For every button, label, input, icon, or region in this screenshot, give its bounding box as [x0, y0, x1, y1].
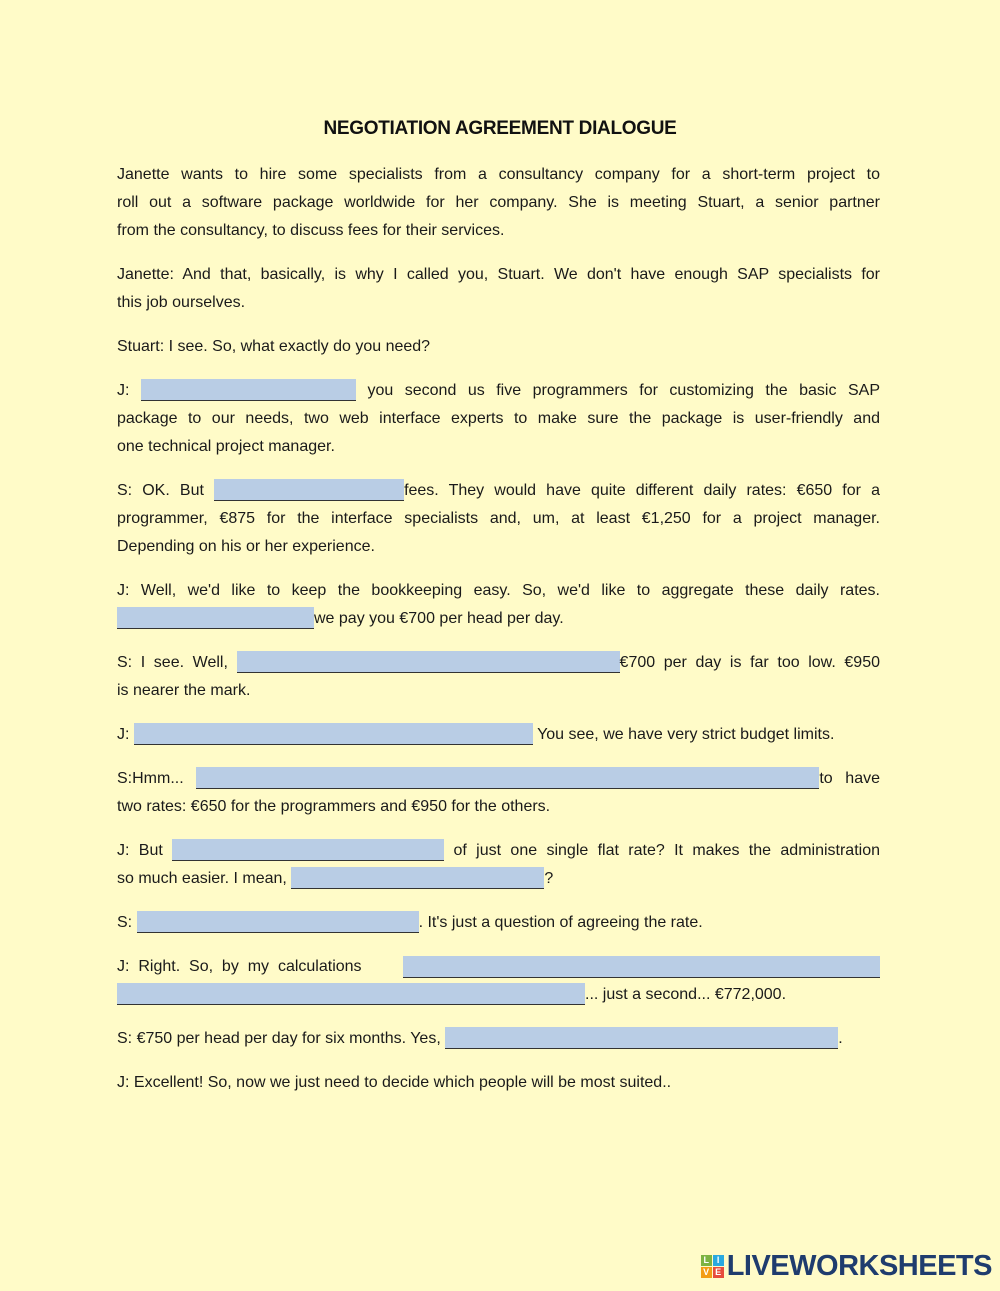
text-line	[117, 865, 880, 893]
text-line	[117, 721, 880, 749]
speaker: S: OK. But	[117, 482, 204, 499]
answer-blank-1[interactable]	[141, 379, 356, 401]
text: you second us five programmers for customizing the basic SAP	[367, 382, 880, 399]
text: . It's just a question of agreeing the rate.	[418, 914, 703, 931]
page-title: NEGOTIATION AGREEMENT DIALOGUE	[323, 118, 677, 139]
text-line	[117, 909, 880, 937]
answer-blank-11[interactable]	[445, 1027, 838, 1049]
dialogue-line	[117, 261, 880, 317]
text-line: Stuart: I see. So, what exactly do you need?	[117, 338, 431, 355]
text-line	[117, 765, 880, 793]
text-line: Janette: And that, basically, is why I called you, Stuart. We don't have enough SAP specialists for	[117, 266, 880, 283]
dialogue-line	[117, 953, 880, 1009]
dialogue-line	[117, 909, 880, 937]
speaker: S: €750 per head per day for six months. Yes,	[117, 1030, 441, 1047]
live-icon: L I V E	[701, 1255, 724, 1278]
dialogue-line	[117, 765, 880, 821]
text: to have	[819, 770, 880, 787]
text-line	[117, 1025, 880, 1053]
dialogue-line	[117, 477, 880, 561]
speaker: S:Hmm...	[117, 770, 184, 787]
dialogue-line	[117, 1025, 880, 1053]
speaker: S:	[117, 914, 133, 931]
dialogue-line	[117, 721, 880, 749]
text-line: J: Excellent! So, now we just need to decide which people will be most suited..	[117, 1074, 672, 1091]
answer-blank-8[interactable]	[291, 867, 544, 889]
text: so much easier. I mean,	[117, 870, 287, 887]
speaker: J:	[117, 726, 130, 743]
text: of just one single flat rate? It makes the administration	[453, 842, 880, 859]
worksheet-body	[117, 161, 880, 1113]
answer-blank-7[interactable]	[172, 839, 444, 861]
speaker: J: Right. So, by my calculations	[117, 958, 362, 975]
dialogue-line	[117, 377, 880, 461]
dialogue-line	[117, 837, 880, 893]
text-line	[117, 837, 880, 865]
text-line: J: Well, we'd like to keep the bookkeeping easy. So, we'd like to aggregate these daily rates.	[117, 582, 880, 599]
text-line	[117, 477, 880, 505]
answer-blank-4[interactable]	[237, 651, 620, 673]
text: €700 per day is far too low. €950	[619, 654, 880, 671]
answer-blank-10-continued[interactable]	[117, 983, 585, 1005]
speaker: S: I see. Well,	[117, 654, 228, 671]
text-line	[117, 981, 880, 1009]
text-line: two rates: €650 for the programmers and €950 for the others.	[117, 798, 551, 815]
logo-text: LIVEWORKSHEETS	[726, 1250, 992, 1282]
dialogue-line	[117, 649, 880, 705]
text-line	[117, 377, 880, 405]
text: .	[838, 1030, 843, 1047]
speaker: J: But	[117, 842, 163, 859]
answer-blank-9[interactable]	[137, 911, 419, 933]
speaker: J:	[117, 382, 130, 399]
text-line: from the consultancy, to discuss fees for their services.	[117, 222, 505, 239]
text-line: this job ourselves.	[117, 294, 246, 311]
dialogue-line	[117, 1069, 880, 1097]
text-line: is nearer the mark.	[117, 682, 251, 699]
text: we pay you €700 per head per day.	[314, 610, 564, 627]
dialogue-line	[117, 577, 880, 633]
text-line: roll out a software package worldwide for her company. She is meeting Stuart, a senior partner	[117, 194, 880, 211]
liveworksheets-logo	[701, 1250, 992, 1283]
answer-blank-6[interactable]	[196, 767, 819, 789]
answer-blank-10[interactable]	[403, 956, 880, 978]
text-line	[117, 649, 880, 677]
text: ?	[544, 870, 554, 887]
dialogue-line	[117, 333, 880, 361]
text-line: programmer, €875 for the interface specialists and, um, at least €1,250 for a project manager.	[117, 510, 880, 527]
text-line: one technical project manager.	[117, 438, 335, 455]
text: fees. They would have quite different daily rates: €650 for a	[404, 482, 880, 499]
answer-blank-3[interactable]	[117, 607, 314, 629]
text-line	[117, 605, 880, 633]
answer-blank-5[interactable]	[134, 723, 533, 745]
text-line: Janette wants to hire some specialists from a consultancy company for a short-term project to	[117, 166, 880, 183]
answer-blank-2[interactable]	[214, 479, 404, 501]
text-line	[117, 953, 880, 981]
text: You see, we have very strict budget limits.	[537, 726, 835, 743]
intro-paragraph	[117, 161, 880, 245]
text-line: package to our needs, two web interface experts to make sure the package is user-friendly and	[117, 410, 880, 427]
text: ... just a second... €772,000.	[585, 986, 787, 1003]
text-line: Depending on his or her experience.	[117, 538, 375, 555]
